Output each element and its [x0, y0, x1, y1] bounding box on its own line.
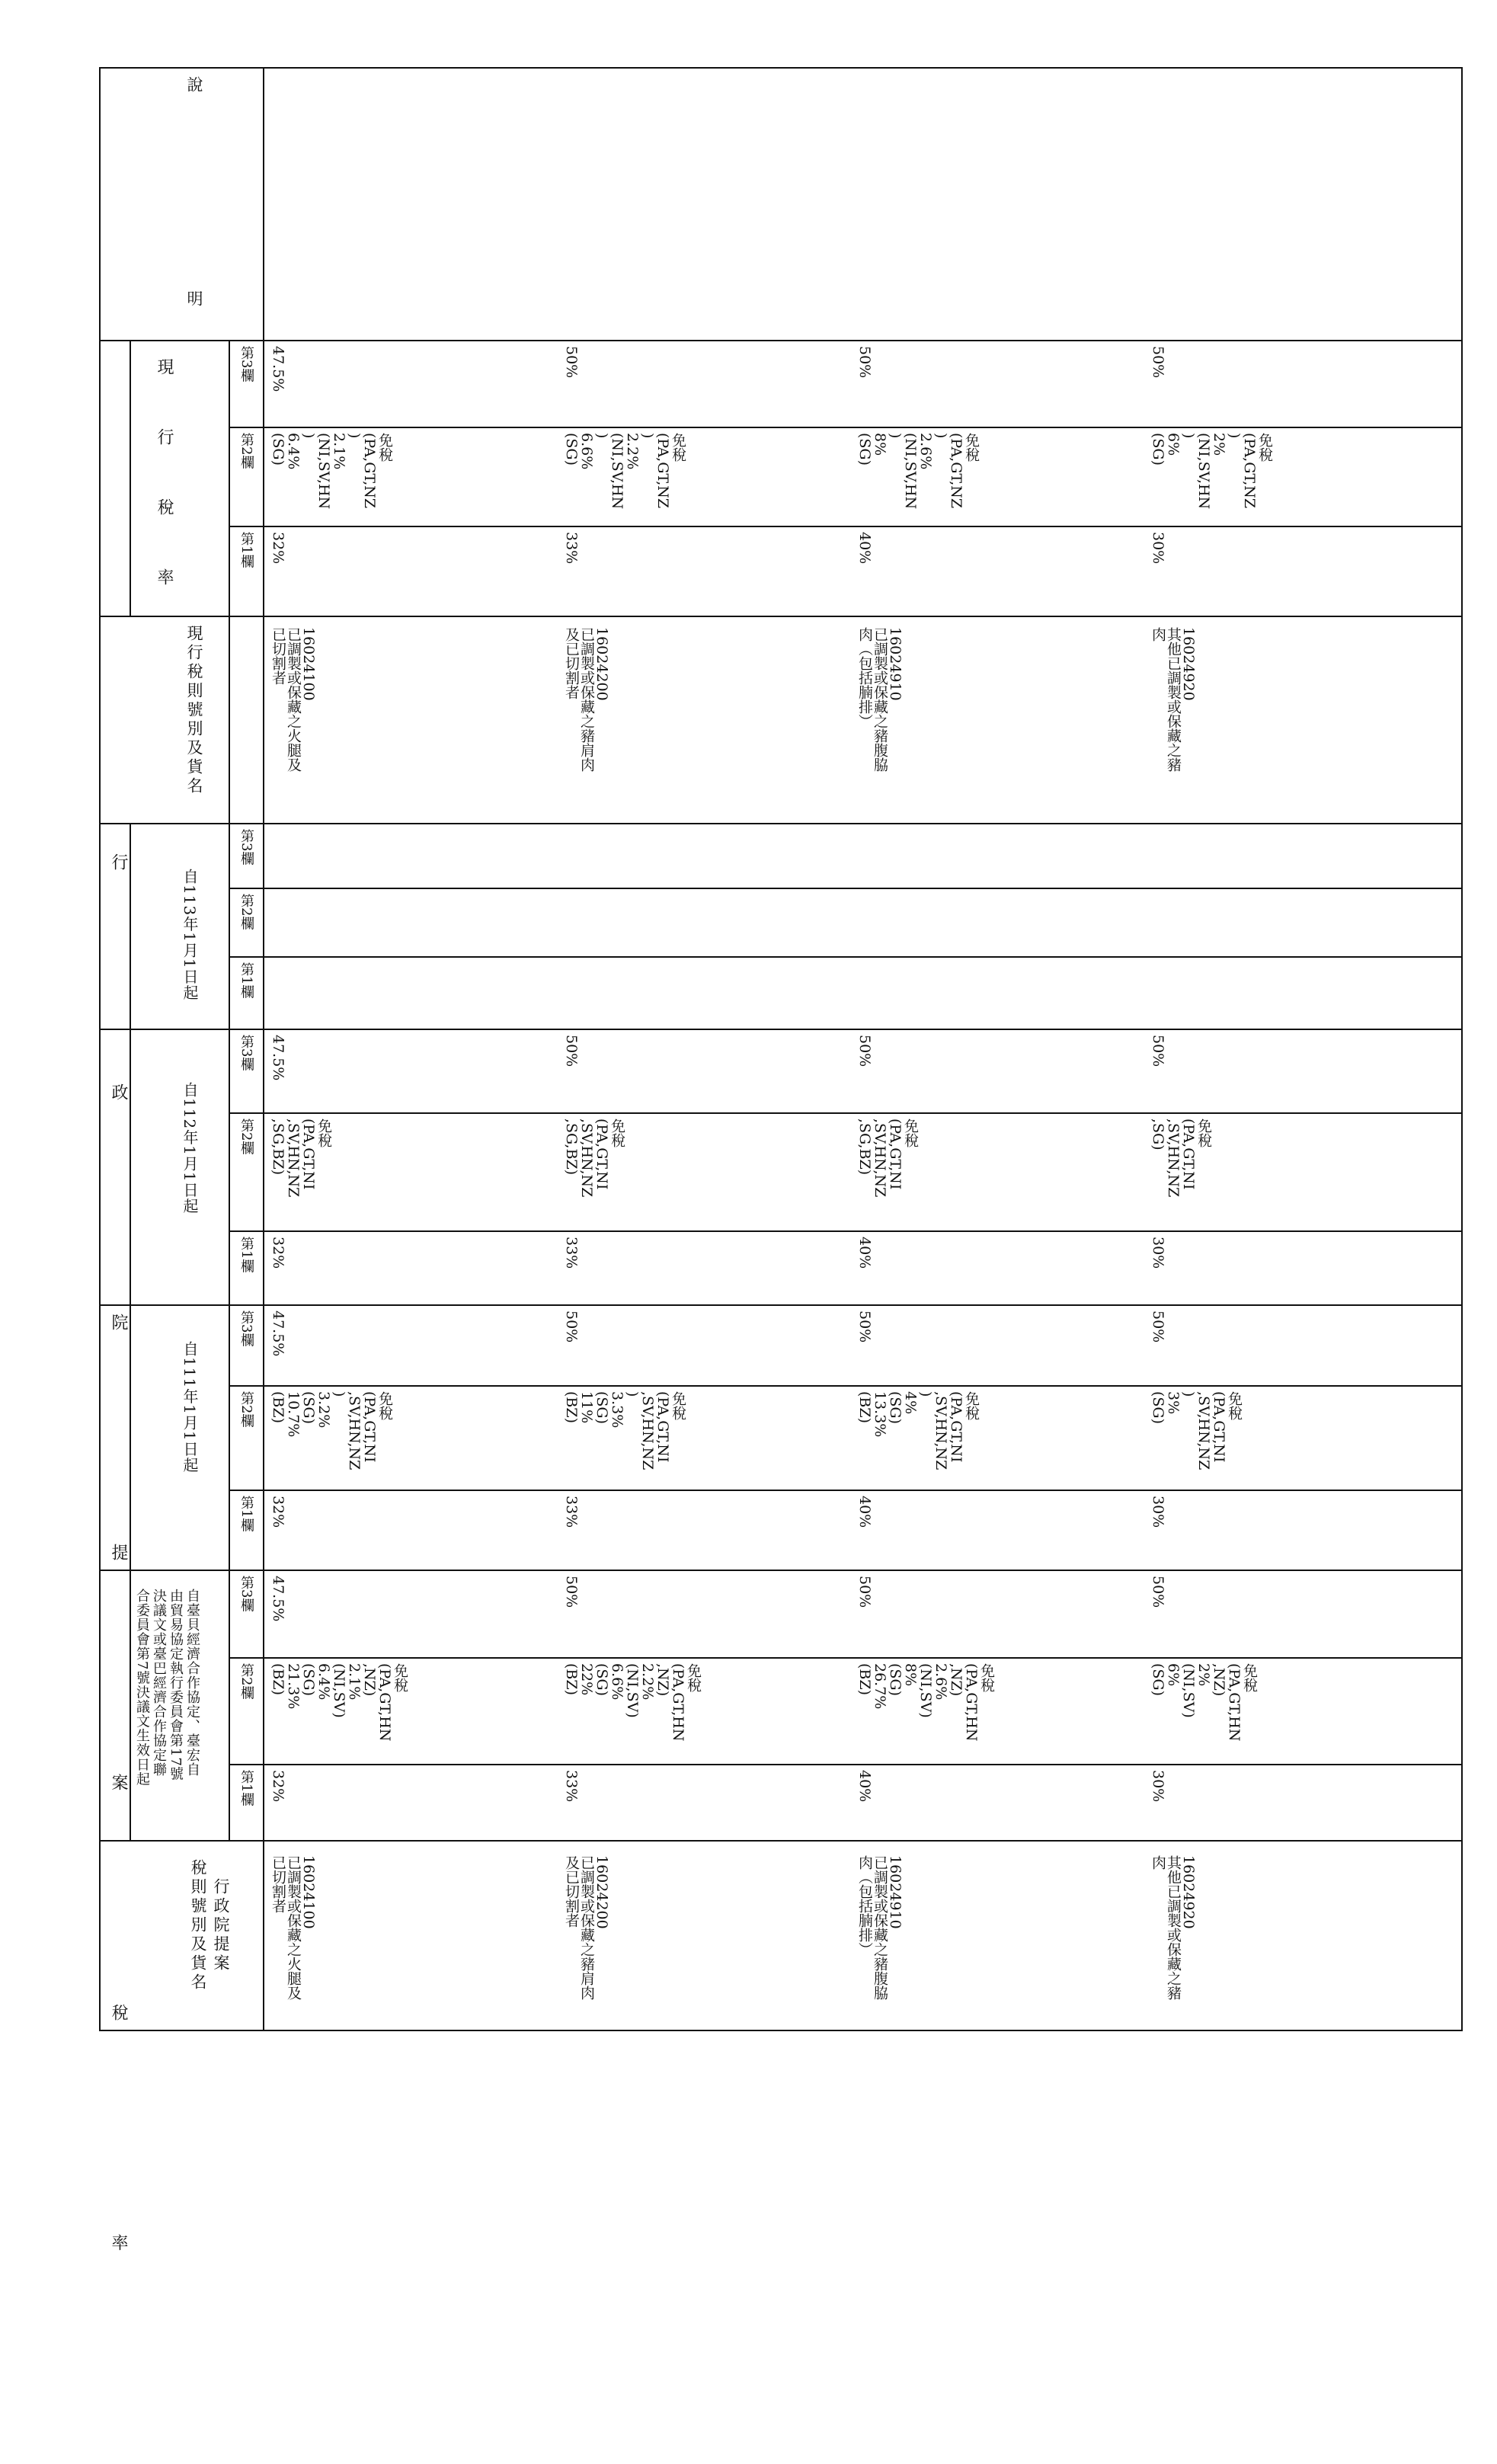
remarks-header: 說明	[185, 76, 203, 504]
y111-col1-cell: 40%	[856, 1496, 873, 1528]
fta-col3-cell: 50%	[1150, 1576, 1166, 1608]
y111-col2-cell: 免稅 (PA,GT,NI ,SV,HN,NZ ) 3.3% (SG) 11% (BZ)	[563, 1391, 686, 1470]
current-col1-label: 第1欄	[238, 532, 254, 568]
period-fta-header: 自臺貝經濟合作協定、臺宏自 由貿易協定執行委員會第17號 決議文或臺巴經濟合作協定聯 合委員會第7號決議文生效日起	[134, 1589, 200, 1787]
y111-col3-cell: 50%	[563, 1310, 580, 1343]
current-col2-cell: 免稅 (PA,GT,NZ ) 2.1% (NI,SV,HN ) 6.4% (SG)	[270, 433, 393, 510]
fta-col1-cell: 32%	[270, 1770, 286, 1803]
y112-col2-cell: 免稅 (PA,GT,NI ,SV,HN,NZ ,SG)	[1150, 1118, 1212, 1198]
proposed-code-name-cell: 16024200 已調製或保藏之豬肩肉 及已切割者	[563, 1855, 610, 2000]
proposed-rate-title: 行政院提案稅率	[109, 853, 128, 2464]
current-col3-cell: 50%	[856, 346, 873, 379]
y111-col2-cell: 免稅 (PA,GT,NI ,SV,HN,NZ ) 4% (SG) 13.3% (BZ)	[856, 1391, 980, 1470]
fta-col2-cell: 免稅 (PA,GT,HN ,NZ) 2.6% (NI,SV) 8% (SG) 26.7% (BZ)	[856, 1663, 995, 1742]
column-divider	[229, 427, 1463, 428]
proposed-code-name-header: 行政院提案 稅則號別及貨名	[189, 1859, 230, 1992]
current-col3-label: 第3欄	[238, 346, 254, 382]
section-divider	[99, 1029, 1463, 1030]
current-code-name-header: 現行稅則號別及貨名	[185, 625, 203, 796]
fta-col2-label: 第2欄	[238, 1663, 254, 1700]
y111-col2-cell: 免稅 (PA,GT,NI ,SV,HN,NZ ) 3.2% (SG) 10.7% (BZ)	[270, 1391, 393, 1470]
proposed-code-name-cell: 16024910 已調製或保藏之豬腹脇 肉（包括腩排）	[856, 1855, 904, 2000]
y112-col1-cell: 33%	[563, 1237, 580, 1269]
current-col1-cell: 40%	[856, 532, 873, 565]
fta-col2-cell: 免稅 (PA,GT,HN ,NZ) 2.1% (NI,SV) 6.4% (SG) 21.3% (BZ)	[270, 1663, 408, 1742]
column-divider	[229, 1490, 1463, 1491]
column-divider	[229, 1230, 1463, 1232]
current-col3-cell: 50%	[1150, 346, 1166, 379]
fta-col1-label: 第1欄	[238, 1770, 254, 1806]
section-divider	[99, 616, 1463, 617]
column-divider	[229, 526, 1463, 527]
current-col1-cell: 30%	[1150, 532, 1166, 565]
column-divider	[229, 888, 1463, 889]
current-rate-title: 現行稅率	[155, 358, 174, 638]
current-col3-cell: 50%	[563, 346, 580, 379]
current-col1-cell: 32%	[270, 532, 286, 565]
fta-col1-cell: 30%	[1150, 1770, 1166, 1803]
y111-col1-cell: 30%	[1150, 1496, 1166, 1528]
current-col1-cell: 33%	[563, 532, 580, 565]
section-divider	[99, 340, 1463, 341]
y111-col1-cell: 33%	[563, 1496, 580, 1528]
y111-col3-label: 第3欄	[238, 1310, 254, 1347]
y113-col1-label: 第1欄	[238, 962, 254, 999]
y112-col2-cell: 免稅 (PA,GT,NI ,SV,HN,NZ ,SG,BZ)	[563, 1118, 625, 1198]
current-code-name-cell: 16024910 已調製或保藏之豬腹脇 肉（包括腩排）	[856, 627, 904, 772]
y112-col1-cell: 32%	[270, 1237, 286, 1269]
period-113-header: 自113年1月1日起	[181, 869, 199, 1001]
y112-col2-label: 第2欄	[238, 1118, 254, 1155]
fta-col1-cell: 33%	[563, 1770, 580, 1803]
y113-col3-label: 第3欄	[238, 829, 254, 866]
y111-col3-cell: 47.5%	[270, 1310, 286, 1357]
current-col3-cell: 47.5%	[270, 346, 286, 392]
y111-col3-cell: 50%	[1150, 1310, 1166, 1343]
current-col2-cell: 免稅 (PA,GT,NZ ) 2% (NI,SV,HN ) 6% (SG)	[1150, 433, 1273, 510]
period-112-header: 自112年1月1日起	[181, 1082, 199, 1214]
current-col2-label: 第2欄	[238, 433, 254, 469]
section-divider	[99, 1570, 1463, 1571]
y112-col3-cell: 50%	[856, 1035, 873, 1067]
fta-col2-cell: 免稅 (PA,GT,HN ,NZ) 2% (NI,SV) 6% (SG)	[1150, 1663, 1258, 1742]
section-divider	[99, 823, 1463, 824]
column-divider	[229, 1112, 1463, 1114]
fta-col2-cell: 免稅 (PA,GT,HN ,NZ) 2.2% (NI,SV) 6.6% (SG) 22% (BZ)	[563, 1663, 702, 1742]
fta-col3-cell: 50%	[856, 1576, 873, 1608]
y112-col3-cell: 47.5%	[270, 1035, 286, 1081]
y111-col2-cell: 免稅 (PA,GT,NI ,SV,HN,NZ ) 3% (SG)	[1150, 1391, 1243, 1470]
y112-col2-cell: 免稅 (PA,GT,NI ,SV,HN,NZ ,SG,BZ)	[856, 1118, 919, 1198]
y112-col1-cell: 40%	[856, 1237, 873, 1269]
y112-col3-cell: 50%	[1150, 1035, 1166, 1067]
current-code-name-cell: 16024200 已調製或保藏之豬肩肉 及已切割者	[563, 627, 610, 772]
y111-col3-cell: 50%	[856, 1310, 873, 1343]
y112-col3-label: 第3欄	[238, 1035, 254, 1071]
current-col2-cell: 免稅 (PA,GT,NZ ) 2.2% (NI,SV,HN ) 6.6% (SG)	[563, 433, 686, 510]
header-row-line	[263, 67, 264, 2031]
fta-col1-cell: 40%	[856, 1770, 873, 1803]
current-code-name-cell: 16024100 已調製或保藏之火腿及 已切割者	[270, 627, 317, 772]
fta-col3-cell: 50%	[563, 1576, 580, 1608]
y112-col1-label: 第1欄	[238, 1237, 254, 1273]
y112-col2-cell: 免稅 (PA,GT,NI ,SV,HN,NZ ,SG,BZ)	[270, 1118, 332, 1198]
proposed-code-name-cell: 16024100 已調製或保藏之火腿及 已切割者	[270, 1855, 317, 2000]
y111-col1-label: 第1欄	[238, 1496, 254, 1532]
current-code-name-cell: 16024920 其他已調製或保藏之豬 肉	[1150, 627, 1197, 772]
section-divider	[99, 1840, 1463, 1842]
proposed-code-name-cell: 16024920 其他已調製或保藏之豬 肉	[1150, 1855, 1197, 2000]
column-divider	[229, 1385, 1463, 1387]
column-divider	[229, 1657, 1463, 1659]
y111-col1-cell: 32%	[270, 1496, 286, 1528]
y112-col3-cell: 50%	[563, 1035, 580, 1067]
header-col-line-current	[229, 340, 230, 616]
column-divider	[229, 1764, 1463, 1765]
column-divider	[229, 956, 1463, 958]
y111-col2-label: 第2欄	[238, 1391, 254, 1428]
section-divider	[99, 1304, 1463, 1306]
y112-col1-cell: 30%	[1150, 1237, 1166, 1269]
current-title-band	[130, 340, 131, 616]
current-col2-cell: 免稅 (PA,GT,NZ ) 2.6% (NI,SV,HN ) 8% (SG)	[856, 433, 980, 510]
period-111-header: 自111年1月1日起	[181, 1341, 199, 1474]
y113-col2-label: 第2欄	[238, 894, 254, 930]
fta-col3-label: 第3欄	[238, 1576, 254, 1612]
fta-col3-cell: 47.5%	[270, 1576, 286, 1622]
